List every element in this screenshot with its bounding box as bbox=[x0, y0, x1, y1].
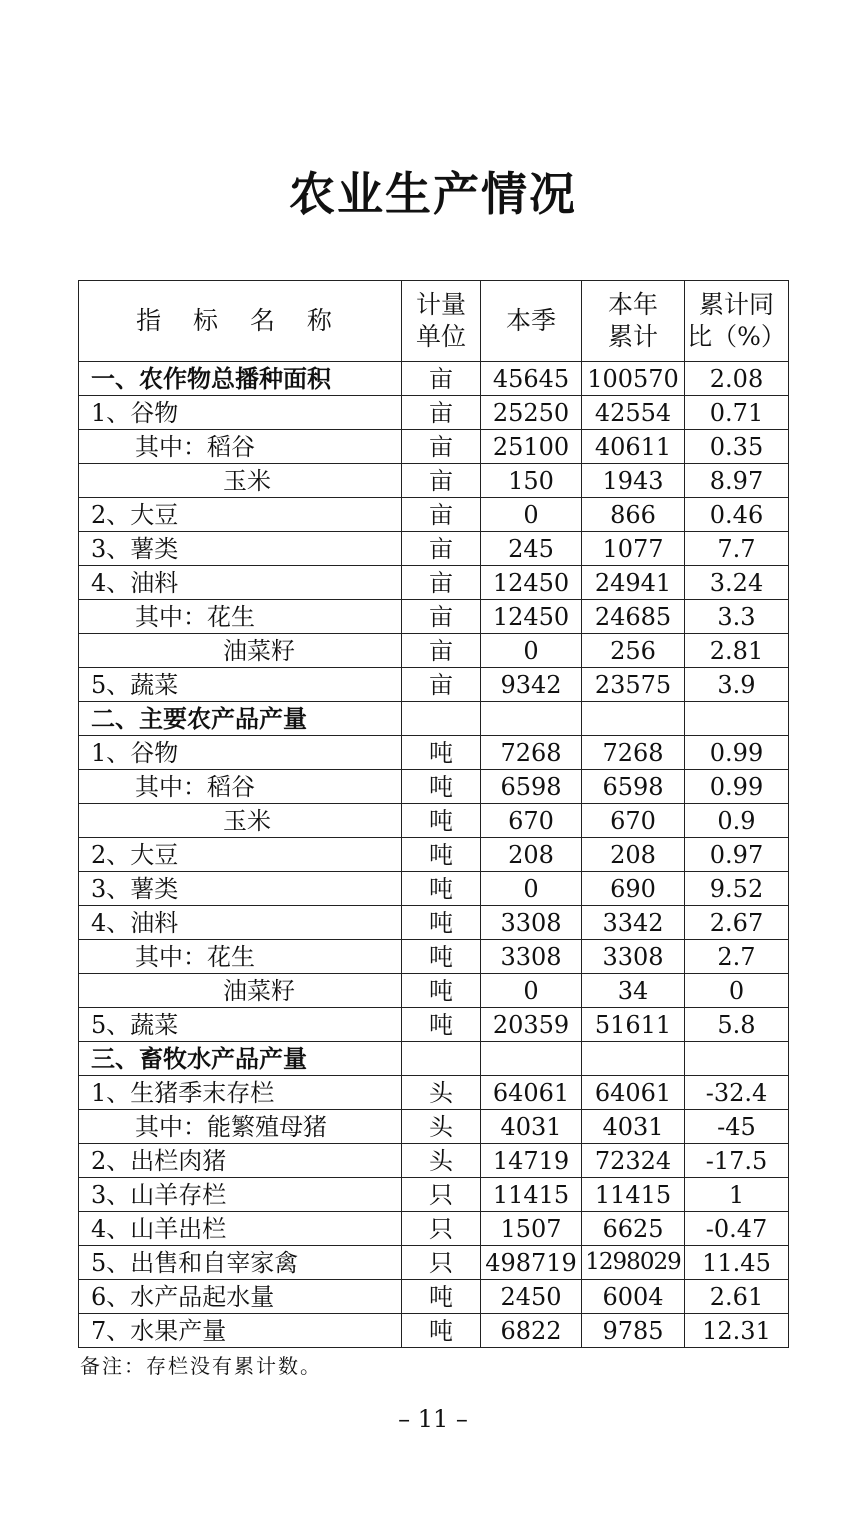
table-row bbox=[79, 1110, 789, 1144]
indicator-name-cell: 三、畜牧水产品产量 bbox=[79, 1042, 402, 1076]
indicator-name-cell: 油菜籽 bbox=[79, 634, 402, 668]
this-quarter-cell: 20359 bbox=[481, 1008, 582, 1042]
table-row bbox=[79, 736, 789, 770]
table-row bbox=[79, 668, 789, 702]
this-quarter-cell: 0 bbox=[481, 872, 582, 906]
indicator-name-cell: 1、谷物 bbox=[79, 396, 402, 430]
table-row bbox=[79, 634, 789, 668]
indicator-name-cell: 其中：花生 bbox=[79, 600, 402, 634]
yoy-percent-cell: 0.35 bbox=[685, 430, 789, 464]
unit-cell bbox=[402, 702, 481, 736]
year-cumulative-cell: 690 bbox=[582, 872, 685, 906]
unit-cell: 吨 bbox=[402, 838, 481, 872]
indicator-name-cell: 2、大豆 bbox=[79, 498, 402, 532]
table-row bbox=[79, 464, 789, 498]
indicator-name-cell: 玉米 bbox=[79, 464, 402, 498]
yoy-percent-cell: 5.8 bbox=[685, 1008, 789, 1042]
header-year-cumulative: 本年 累计 bbox=[582, 281, 685, 362]
table-row bbox=[79, 1076, 789, 1110]
indicator-name-cell: 2、大豆 bbox=[79, 838, 402, 872]
indicator-name-cell: 1、谷物 bbox=[79, 736, 402, 770]
table-row bbox=[79, 770, 789, 804]
this-quarter-cell: 64061 bbox=[481, 1076, 582, 1110]
this-quarter-cell: 12450 bbox=[481, 600, 582, 634]
indicator-name-cell: 5、蔬菜 bbox=[79, 668, 402, 702]
unit-cell: 亩 bbox=[402, 634, 481, 668]
table-body bbox=[79, 362, 789, 1348]
indicator-name-cell: 一、农作物总播种面积 bbox=[79, 362, 402, 396]
indicator-name-cell: 1、生猪季末存栏 bbox=[79, 1076, 402, 1110]
year-cumulative-cell: 670 bbox=[582, 804, 685, 838]
this-quarter-cell: 11415 bbox=[481, 1178, 582, 1212]
indicator-name-cell: 6、水产品起水量 bbox=[79, 1280, 402, 1314]
yoy-percent-cell: 0.99 bbox=[685, 770, 789, 804]
year-cumulative-cell: 1943 bbox=[582, 464, 685, 498]
table-row bbox=[79, 872, 789, 906]
year-cumulative-cell: 7268 bbox=[582, 736, 685, 770]
this-quarter-cell: 1507 bbox=[481, 1212, 582, 1246]
yoy-percent-cell: 9.52 bbox=[685, 872, 789, 906]
unit-cell: 吨 bbox=[402, 940, 481, 974]
table-row bbox=[79, 396, 789, 430]
this-quarter-cell: 3308 bbox=[481, 940, 582, 974]
unit-cell: 头 bbox=[402, 1076, 481, 1110]
this-quarter-cell: 4031 bbox=[481, 1110, 582, 1144]
this-quarter-cell: 6598 bbox=[481, 770, 582, 804]
unit-cell: 亩 bbox=[402, 430, 481, 464]
indicator-name-cell: 2、出栏肉猪 bbox=[79, 1144, 402, 1178]
year-cumulative-cell: 9785 bbox=[582, 1314, 685, 1348]
table-row bbox=[79, 1280, 789, 1314]
year-cumulative-cell: 208 bbox=[582, 838, 685, 872]
unit-cell: 亩 bbox=[402, 396, 481, 430]
year-cumulative-cell: 100570 bbox=[582, 362, 685, 396]
yoy-percent-cell: 0.97 bbox=[685, 838, 789, 872]
unit-cell: 亩 bbox=[402, 464, 481, 498]
unit-cell: 亩 bbox=[402, 532, 481, 566]
header-this-quarter: 本季 bbox=[481, 281, 582, 362]
this-quarter-cell bbox=[481, 702, 582, 736]
indicator-name-cell: 其中：花生 bbox=[79, 940, 402, 974]
yoy-percent-cell: 0.9 bbox=[685, 804, 789, 838]
table-row bbox=[79, 1246, 789, 1280]
this-quarter-cell: 7268 bbox=[481, 736, 582, 770]
yoy-percent-cell: 7.7 bbox=[685, 532, 789, 566]
indicator-name-cell: 5、蔬菜 bbox=[79, 1008, 402, 1042]
unit-cell: 只 bbox=[402, 1178, 481, 1212]
table-row bbox=[79, 1314, 789, 1348]
table-row bbox=[79, 600, 789, 634]
this-quarter-cell: 0 bbox=[481, 974, 582, 1008]
yoy-percent-cell: 0.46 bbox=[685, 498, 789, 532]
yoy-percent-cell: 1 bbox=[685, 1178, 789, 1212]
yoy-percent-cell: -32.4 bbox=[685, 1076, 789, 1110]
statistics-table bbox=[78, 280, 789, 1348]
yoy-percent-cell bbox=[685, 702, 789, 736]
table-row bbox=[79, 838, 789, 872]
table-row bbox=[79, 532, 789, 566]
unit-cell: 吨 bbox=[402, 736, 481, 770]
year-cumulative-cell bbox=[582, 702, 685, 736]
unit-cell: 吨 bbox=[402, 804, 481, 838]
yoy-percent-cell: 0 bbox=[685, 974, 789, 1008]
this-quarter-cell: 3308 bbox=[481, 906, 582, 940]
indicator-name-cell: 二、主要农产品产量 bbox=[79, 702, 402, 736]
year-cumulative-cell: 6004 bbox=[582, 1280, 685, 1314]
this-quarter-cell bbox=[481, 1042, 582, 1076]
this-quarter-cell: 150 bbox=[481, 464, 582, 498]
year-cumulative-cell: 34 bbox=[582, 974, 685, 1008]
indicator-name-cell: 其中：稻谷 bbox=[79, 770, 402, 804]
unit-cell: 吨 bbox=[402, 872, 481, 906]
this-quarter-cell: 498719 bbox=[481, 1246, 582, 1280]
yoy-percent-cell: -0.47 bbox=[685, 1212, 789, 1246]
unit-cell: 吨 bbox=[402, 1008, 481, 1042]
year-cumulative-cell: 51611 bbox=[582, 1008, 685, 1042]
unit-cell: 亩 bbox=[402, 668, 481, 702]
year-cumulative-cell: 6598 bbox=[582, 770, 685, 804]
table-row bbox=[79, 566, 789, 600]
indicator-name-cell: 4、山羊出栏 bbox=[79, 1212, 402, 1246]
yoy-percent-cell: 8.97 bbox=[685, 464, 789, 498]
table-row bbox=[79, 1144, 789, 1178]
year-cumulative-cell: 866 bbox=[582, 498, 685, 532]
this-quarter-cell: 9342 bbox=[481, 668, 582, 702]
table-row bbox=[79, 702, 789, 736]
this-quarter-cell: 670 bbox=[481, 804, 582, 838]
year-cumulative-cell: 4031 bbox=[582, 1110, 685, 1144]
indicator-name-cell: 玉米 bbox=[79, 804, 402, 838]
year-cumulative-cell: 3308 bbox=[582, 940, 685, 974]
yoy-percent-cell: 12.31 bbox=[685, 1314, 789, 1348]
yoy-percent-cell: 11.45 bbox=[685, 1246, 789, 1280]
table-row bbox=[79, 1042, 789, 1076]
yoy-percent-cell: 2.61 bbox=[685, 1280, 789, 1314]
indicator-name-cell: 4、油料 bbox=[79, 566, 402, 600]
year-cumulative-cell: 42554 bbox=[582, 396, 685, 430]
indicator-name-cell: 其中：稻谷 bbox=[79, 430, 402, 464]
this-quarter-cell: 6822 bbox=[481, 1314, 582, 1348]
yoy-percent-cell: 3.3 bbox=[685, 600, 789, 634]
table-header-row bbox=[79, 281, 789, 362]
yoy-percent-cell: 2.67 bbox=[685, 906, 789, 940]
unit-cell: 吨 bbox=[402, 906, 481, 940]
indicator-name-cell: 3、薯类 bbox=[79, 872, 402, 906]
unit-cell: 吨 bbox=[402, 770, 481, 804]
yoy-percent-cell bbox=[685, 1042, 789, 1076]
yoy-percent-cell: 0.99 bbox=[685, 736, 789, 770]
year-cumulative-cell: 1298029 bbox=[582, 1246, 685, 1280]
header-unit: 计量 单位 bbox=[402, 281, 481, 362]
year-cumulative-cell: 11415 bbox=[582, 1178, 685, 1212]
year-cumulative-cell: 40611 bbox=[582, 430, 685, 464]
table-row bbox=[79, 362, 789, 396]
table-row bbox=[79, 1178, 789, 1212]
table-row bbox=[79, 1008, 789, 1042]
yoy-percent-cell: 2.81 bbox=[685, 634, 789, 668]
table-row bbox=[79, 498, 789, 532]
unit-cell: 只 bbox=[402, 1246, 481, 1280]
this-quarter-cell: 245 bbox=[481, 532, 582, 566]
page-title: 农业生产情况 bbox=[289, 167, 577, 221]
yoy-percent-cell: 2.7 bbox=[685, 940, 789, 974]
unit-cell: 亩 bbox=[402, 362, 481, 396]
indicator-name-cell: 4、油料 bbox=[79, 906, 402, 940]
yoy-percent-cell: 0.71 bbox=[685, 396, 789, 430]
year-cumulative-cell: 256 bbox=[582, 634, 685, 668]
header-indicator-name: 指 标 名 称 bbox=[79, 281, 402, 362]
yoy-percent-cell: -17.5 bbox=[685, 1144, 789, 1178]
indicator-name-cell: 7、水果产量 bbox=[79, 1314, 402, 1348]
table-row bbox=[79, 906, 789, 940]
unit-cell: 亩 bbox=[402, 498, 481, 532]
unit-cell: 吨 bbox=[402, 1280, 481, 1314]
unit-cell: 吨 bbox=[402, 1314, 481, 1348]
year-cumulative-cell: 3342 bbox=[582, 906, 685, 940]
this-quarter-cell: 25250 bbox=[481, 396, 582, 430]
this-quarter-cell: 2450 bbox=[481, 1280, 582, 1314]
page-number: – 11 – bbox=[398, 1405, 468, 1433]
year-cumulative-cell: 6625 bbox=[582, 1212, 685, 1246]
unit-cell: 头 bbox=[402, 1144, 481, 1178]
year-cumulative-cell bbox=[582, 1042, 685, 1076]
unit-cell: 只 bbox=[402, 1212, 481, 1246]
year-cumulative-cell: 24685 bbox=[582, 600, 685, 634]
yoy-percent-cell: 2.08 bbox=[685, 362, 789, 396]
unit-cell: 亩 bbox=[402, 600, 481, 634]
unit-cell: 头 bbox=[402, 1110, 481, 1144]
table-row bbox=[79, 974, 789, 1008]
year-cumulative-cell: 64061 bbox=[582, 1076, 685, 1110]
this-quarter-cell: 25100 bbox=[481, 430, 582, 464]
indicator-name-cell: 3、山羊存栏 bbox=[79, 1178, 402, 1212]
this-quarter-cell: 0 bbox=[481, 634, 582, 668]
table-row bbox=[79, 804, 789, 838]
this-quarter-cell: 45645 bbox=[481, 362, 582, 396]
unit-cell: 吨 bbox=[402, 974, 481, 1008]
table-row bbox=[79, 430, 789, 464]
table-row bbox=[79, 940, 789, 974]
this-quarter-cell: 0 bbox=[481, 498, 582, 532]
year-cumulative-cell: 24941 bbox=[582, 566, 685, 600]
this-quarter-cell: 14719 bbox=[481, 1144, 582, 1178]
yoy-percent-cell: 3.24 bbox=[685, 566, 789, 600]
unit-cell: 亩 bbox=[402, 566, 481, 600]
year-cumulative-cell: 23575 bbox=[582, 668, 685, 702]
footnote: 备注：存栏没有累计数。 bbox=[80, 1354, 322, 1378]
yoy-percent-cell: -45 bbox=[685, 1110, 789, 1144]
indicator-name-cell: 其中：能繁殖母猪 bbox=[79, 1110, 402, 1144]
year-cumulative-cell: 72324 bbox=[582, 1144, 685, 1178]
table-row bbox=[79, 1212, 789, 1246]
year-cumulative-cell: 1077 bbox=[582, 532, 685, 566]
yoy-percent-cell: 3.9 bbox=[685, 668, 789, 702]
header-yoy-percent: 累计同 比（%） bbox=[685, 281, 789, 362]
this-quarter-cell: 12450 bbox=[481, 566, 582, 600]
indicator-name-cell: 3、薯类 bbox=[79, 532, 402, 566]
indicator-name-cell: 油菜籽 bbox=[79, 974, 402, 1008]
this-quarter-cell: 208 bbox=[481, 838, 582, 872]
unit-cell bbox=[402, 1042, 481, 1076]
indicator-name-cell: 5、出售和自宰家禽 bbox=[79, 1246, 402, 1280]
